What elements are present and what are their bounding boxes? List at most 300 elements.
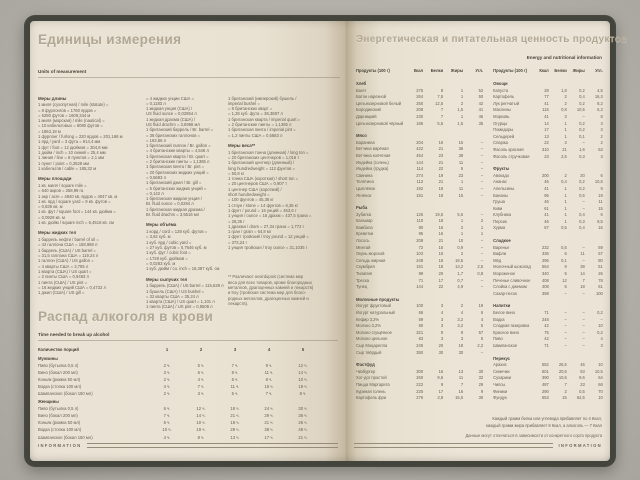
food-value: – [480,172,484,178]
food-value: – [480,244,484,250]
food-value: 296 [541,257,549,263]
food-value: 1 [564,127,567,133]
footnote-line: Каждый грамм белка или углевода прибавляет по 4 Ккал, [492,416,602,422]
food-value: 5 [564,271,567,277]
food-product-name: Семечки [493,368,510,374]
food-value: – [564,329,567,335]
alcohol-portion-count: 2 [199,346,203,352]
food-value: 46 [544,179,549,185]
food-value: 20 [438,271,444,277]
food-value: 11 [598,199,603,205]
food-value: 2 [460,303,464,309]
alcohol-drink-label: Пиво (бутылка 0,5 л) [38,405,79,411]
food-value: 290 [541,388,549,394]
food-header-kcal: Ккал [539,68,549,73]
unit-line: Br. fluid ounce = 0,0284 л [146,201,194,207]
alcohol-hours-value: 10 ч. [162,427,172,433]
food-table-row [493,101,603,108]
right-page-footer [354,443,602,448]
food-section-title: Хлеб [356,81,367,86]
unit-line: 1 британская тонна (длинная) / long ton = [228,149,309,155]
food-product-name: Дарницкий [356,113,377,119]
food-table-row [493,140,603,147]
unit-line: 1 кв. дюйм / square inch = 6,4516 кв. см [38,220,114,226]
food-value: 208 [416,238,424,244]
alcohol-group-row [38,356,338,363]
unit-line: 1 жидкая унция (США) / [146,106,193,112]
food-value: – [564,342,567,348]
alcohol-hours-value: 12 ч. [298,362,308,368]
alcohol-hours-value: 7 ч. [163,413,171,418]
food-value: – [564,336,567,342]
food-value: – [480,139,484,145]
food-table-row [493,107,603,114]
food-table-row [356,382,483,389]
food-value: 7 [440,113,444,119]
food-table-row [356,336,483,343]
food-table-row [493,362,603,369]
food-value: – [582,316,585,322]
food-table-row [356,225,483,232]
food-value: 7 [582,277,585,283]
food-product-name: Огурцы [493,120,508,126]
food-value: 144 [416,159,424,165]
food-value: 248 [541,316,549,322]
unit-line: = 1,2 пинты США = 0,5683 л [228,132,283,138]
food-value: 112 [416,179,424,185]
unit-line: 1 пинта (США) / US pint = 0,5506 л [146,304,213,310]
footnote-line: родных металлов, драгоценных камней и [228,295,309,301]
unit-line: 1 дюйм / inch = 10 линий = 25,4 мм [38,149,106,155]
unit-section-title: Меры длины [38,95,67,101]
alcohol-hours-value: 29 ч. [230,427,240,433]
alcohol-table-row [38,384,338,391]
food-value: 17 [438,388,444,394]
food-table-row [493,330,603,337]
food-value: 408 [541,284,549,290]
food-value: 64 [598,375,603,381]
unit-line: 1 джил (США) / US gill = [38,290,85,296]
food-value: 35 [478,120,484,126]
food-value: 5 [480,336,484,342]
food-value: 66 [418,310,424,315]
alcohol-group-name: Женщины [38,398,59,404]
food-product-name: Бородинский [356,107,381,113]
food-value: 2 [564,100,567,106]
food-value: 208 [416,107,424,113]
food-table-row [493,389,603,396]
food-value: 41 [544,113,549,119]
food-value: 103 [416,251,424,257]
food-table-row [493,382,603,389]
right-page [346,21,628,461]
alcohol-hours-value: 48 ч. [298,427,308,433]
footnote-line: каждый грамм жира прибавляет 9 Ккал, а алкоголь — 7 Ккал [486,422,602,428]
alcohol-hours-value: 3 ч. [163,369,171,375]
alcohol-hours-value: 6 ч. [231,377,239,383]
food-value: 16,3 [594,94,603,100]
alcohol-hours-value: 2 ч. [163,377,171,383]
food-product-name: Индейка (грудка) [356,166,389,172]
food-value: – [480,284,484,290]
food-value: 11 [458,159,464,165]
food-value: 0,2 [579,127,585,133]
food-value: 78 [598,277,603,283]
food-value: 408 [541,277,549,283]
alcohol-hours-value: 8 ч. [299,391,307,397]
unit-line: = 50,8 кг [228,170,245,176]
unit-line: 1 фурлонг / furlong = 220 ярдов = 201,168 м [38,134,123,140]
food-value: – [564,310,567,315]
unit-line: 1 британский центнер (длинный) / [228,160,295,166]
food-value: – [600,316,603,322]
food-value: 4 [440,310,444,315]
food-value: 77 [544,94,549,100]
food-value: – [480,146,484,152]
food-table-row [356,94,483,101]
food-table-row [493,323,603,330]
alcohol-hours-value: 7 ч. [231,362,239,368]
food-value: 0,9 [457,244,464,250]
food-value: 4 [600,336,603,342]
alcohol-section [38,308,338,442]
alcohol-table-row [38,370,338,377]
right-footer-label: INFORMATION [558,443,602,448]
food-product-name: Молоко сгущённое [356,329,392,335]
unit-line: 1 драхма / dram = 27,34 грана = 1,772 г [228,223,305,229]
food-product-name: Молоко 3,2% [356,323,381,329]
food-product-name: Хурма [493,225,506,231]
unit-line: 1 унция тройская / troy ounce = 31,1035 г [228,245,308,251]
food-value: 16 [438,231,444,237]
food-value: 18,5 [455,257,464,263]
food-header-fat: Жиры [450,68,464,73]
alcohol-table-row [38,406,338,413]
food-value: 62,5 [576,395,585,401]
food-value: 1,8 [561,87,567,93]
food-value: 21 [438,146,444,152]
food-value: 17 [544,127,549,133]
food-product-name: Зубатка [356,211,372,217]
alcohol-hours-value: 11 ч. [230,384,240,390]
unit-line: 1 кварта (США) / US quart = 1,101 л [146,299,215,305]
unit-line: 1 кв. ярд / square yard = 9 кв. футов = [38,198,111,204]
unit-line: 1 британская кварта / imperial quart = [228,116,301,122]
food-table-header [356,68,483,81]
food-value: 200 [541,172,549,178]
food-product-name: Сыр твёрдый [356,349,382,355]
food-value: 232 [541,244,549,250]
unit-line: = 0,5683 л [146,174,167,180]
left-footer-rule [87,443,338,447]
food-value: 1 [564,120,567,126]
food-value: – [582,323,585,329]
nutrition-title: Энергетическая и питательная ценность продуктов [356,34,628,45]
food-value: 0,2 [579,120,585,126]
unit-line: long hundredweight = 112 фунтов = [228,165,296,171]
food-product-name: Персик [493,218,507,224]
alcohol-hours-value: 8 ч. [265,377,273,383]
food-value: 71 [544,310,549,315]
food-value: 422 [416,146,424,152]
food-value: 1 [460,231,464,237]
alcohol-hours-value: 19 ч. [196,427,206,433]
food-value: 28 [544,87,549,93]
alcohol-hours-value: 11 ч. [264,369,274,375]
footnote-line: ** Различают avoirdupois (система мер [228,274,304,280]
food-table-row [493,206,603,213]
alcohol-drink-label: Вино (бокал 200 мл) [38,369,78,375]
food-value: 9,5 [597,218,603,224]
food-product-name: Сельдь жирная [356,257,386,263]
unit-line: = 2 пинты США = 0,9463 л [38,274,89,280]
unit-line: 1 баррель (США) / US barrel = [38,247,96,253]
food-product-name: Цыплёнок [356,185,376,191]
food-value: 0,2 [579,87,585,93]
food-value: 19 [438,185,444,191]
unit-line: = 4 британские кварты = 4,546 л [146,148,209,154]
food-value: 564 [541,264,549,270]
food-table-row [493,264,603,271]
unit-line: 1 баррель нефти / barrel of oil = [38,237,99,243]
unit-line: = 0,836 кв. м [38,204,63,210]
unit-section-title: Меры объёма [146,222,177,228]
food-value: 0,2 [579,185,585,191]
food-value: 0,8 [561,107,567,113]
food-value: 336 [541,251,549,257]
unit-section-title: Меры площади [38,176,72,182]
food-value: 10,6 [594,179,603,185]
food-header-protein: Белки [554,68,567,73]
alcohol-table-row [38,363,338,370]
food-value: 5,5 [457,211,464,217]
alcohol-hours-value: 5 ч. [231,391,239,397]
food-table-row [356,218,483,225]
unit-line: = 1728 куб. дюймов = [146,255,188,261]
food-value: 90 [418,224,424,230]
food-value: 22 [438,284,444,290]
food-section-title: Рыба [356,205,368,211]
food-section-title: Овощи [493,81,508,86]
food-value: 16 [438,224,444,230]
alcohol-hours-value: 21 ч. [230,413,240,418]
food-table-row [493,369,603,376]
unit-line: = 5 британских жидких унций = [146,185,207,191]
food-value: 6,3 [597,107,603,113]
unit-section-title: Меры сыпучих тел [146,276,188,282]
food-value: 0,2 [597,310,603,315]
food-table-row [356,251,483,258]
unit-line: 1 кв. фут / square foot = 144 кв. дюйма = [38,209,116,215]
alcohol-subtitle: Time needed to break up alcohol [38,332,338,341]
unit-line: 1 бушель (США) / US bushel = [146,288,205,294]
alcohol-hours-value: 7 ч. [197,384,205,390]
unit-line: = 0,0283 куб. м [146,260,176,266]
food-value: 9 [480,388,484,394]
food-section-title: Перекус [493,355,510,361]
food-product-name: Окунь морской [356,251,385,257]
unit-line: 1 миля (морская) / mile (nautical) = [38,118,105,124]
unit-line: US fluid drachm = 3,6966 мл [146,121,200,127]
alcohol-drink-label: Вино (бокал 200 мл) [38,413,78,418]
food-value: – [582,290,585,296]
unit-line: = 20 британских центнеров = 1,016 т [228,154,300,160]
food-value: – [582,205,585,211]
food-value: 110 [416,218,424,224]
food-table-row [493,291,603,298]
unit-line: = 163,66 л [146,137,167,143]
food-table-row [356,350,483,357]
food-value: 11 [458,185,464,191]
units-footnote [228,274,334,306]
alcohol-hours-value: 14 ч. [298,369,308,375]
food-value: 19 [478,303,484,309]
food-table-row [493,212,603,219]
unit-line: 1 линия / line = 6 пунктов = 2,1 мм [38,155,104,161]
food-section-title: Сладкое [493,238,511,244]
left-page-footer [38,443,338,448]
food-value: 2,5 [477,264,484,270]
alcohol-hours-value: 36 ч. [298,413,308,418]
alcohol-hours-value: 8 ч. [197,434,205,440]
food-value: 0,3 [579,218,585,224]
food-value: 0,4 [561,179,567,185]
footnote-line: лекарств). [228,300,249,306]
food-value: 0,5 [579,192,585,198]
food-value: 18 [438,264,444,270]
food-value: 310 [541,146,549,152]
food-value: 46 [544,218,549,224]
food-value: 20,5 [558,368,567,374]
food-value: 16 [598,225,603,231]
food-value: 38 [580,264,585,270]
food-value: 6 [564,251,567,257]
food-value: 18 [458,342,464,348]
right-footer-rule [354,443,553,447]
food-table-row [356,160,483,167]
alcohol-hours-value: 6 ч. [163,405,171,411]
alcohol-hours-value: 2 ч. [163,391,171,397]
food-value: 53 [598,146,603,152]
food-value: 3 [440,303,444,309]
food-product-name: Сухарики [493,375,512,381]
food-table-row [356,231,483,238]
food-value: 95 [418,231,424,237]
food-value: 23 [458,172,464,178]
unit-line: = 5280 футов = 1609,344 м [38,112,91,118]
food-product-name: Морковь [493,113,510,119]
food-section-title: Напитки [493,303,511,309]
food-header-protein: Белки [430,68,444,73]
food-value: 552 [541,362,549,368]
alcohol-hours-value: 4 ч. [163,434,171,440]
food-value: 0,5 [579,388,585,394]
food-product-name: Маслины [493,107,511,113]
food-value: 4,5 [597,87,603,93]
food-value: – [480,166,484,172]
food-value: 10 [598,362,603,368]
alcohol-portion-count: 3 [233,346,237,352]
food-value: – [480,349,484,355]
food-value: 9 [460,329,464,335]
food-value: 3 [440,323,444,329]
food-table-row [493,134,603,141]
food-value: 12 [562,277,567,283]
food-product-name: Белое вино [493,310,516,315]
alcohol-hours-value: 6 ч. [197,369,205,375]
food-value: – [480,251,484,257]
food-value: 115 [542,107,549,113]
food-value: 0,8 [477,271,484,277]
food-product-name: Печенье сливочное [493,277,531,283]
food-value: 30 [458,349,464,355]
food-product-name: Цельнозерновой чёрный [356,120,404,126]
food-table-row [493,179,603,186]
alcohol-hours-value: 7 ч. [265,391,273,397]
food-product-name: Лосось [356,238,370,244]
alcohol-drink-label: Водка (стопка 100 мл) [38,427,82,433]
food-value: 2,2 [477,342,484,348]
food-value: 3 [440,336,444,342]
unit-line: 1 британская пинта / Br. pint = [146,164,205,170]
unit-line: = 31,5 галлона США = 119,24 л [38,253,99,259]
units-subtitle: Units of measurement [38,69,340,78]
unit-line: = 0,0929 кв. м [38,214,65,220]
food-value: 18 [580,284,585,290]
food-value: 181 [416,192,424,198]
food-value: – [564,323,567,329]
food-value: 3 [564,113,567,119]
alcohol-hours-value: 5 ч. [163,420,171,426]
unit-line: = 373,24 г [228,239,248,245]
food-value: – [582,199,585,205]
food-product-name: Куриная голень [356,388,386,394]
food-value: 0,5 [561,244,567,250]
food-value: 1 [564,185,567,191]
food-table-row [493,173,603,180]
food-value: 71 [544,342,549,348]
food-value: 100 [595,290,603,296]
food-product-name: Авокадо [493,172,510,178]
alcohol-portion-count: 5 [301,346,305,352]
food-value: 42 [544,336,549,342]
unit-line: = 640 акров = 258,99 га [38,188,84,194]
unit-line: = 100 фунтов = 45,36 кг [228,197,274,203]
food-value: – [582,310,585,315]
food-value: 21 [438,159,444,165]
food-value: 17 [438,277,444,283]
food-product-name: Варенье [493,244,510,250]
food-product-name: Арахис [493,362,507,368]
food-product-name: Минтай [356,244,371,250]
food-table-row [493,199,603,206]
food-value: – [564,316,567,322]
alcohol-drink-label: Водка (стопка 100 мл) [38,384,82,390]
food-value: 10,5 [576,107,585,113]
alcohol-hours-value: 15 ч. [264,384,274,390]
food-product-name: Фасоль стручковая [493,153,530,159]
food-value: 350 [416,349,424,355]
unit-line: 1 британская кварта / Br. quart = [146,153,209,159]
alcohol-hours-value: 13 ч. [230,434,240,440]
food-value: 7,5 [437,94,444,100]
unit-line: = 20 британских жидких унций = [146,169,209,175]
unit-line: = 4 жидких унции США = [146,95,195,101]
food-value: 10 [458,238,464,244]
food-value: 61 [544,205,549,211]
food-value: – [480,238,484,244]
alcohol-portions-label: Количество порций [38,346,79,352]
